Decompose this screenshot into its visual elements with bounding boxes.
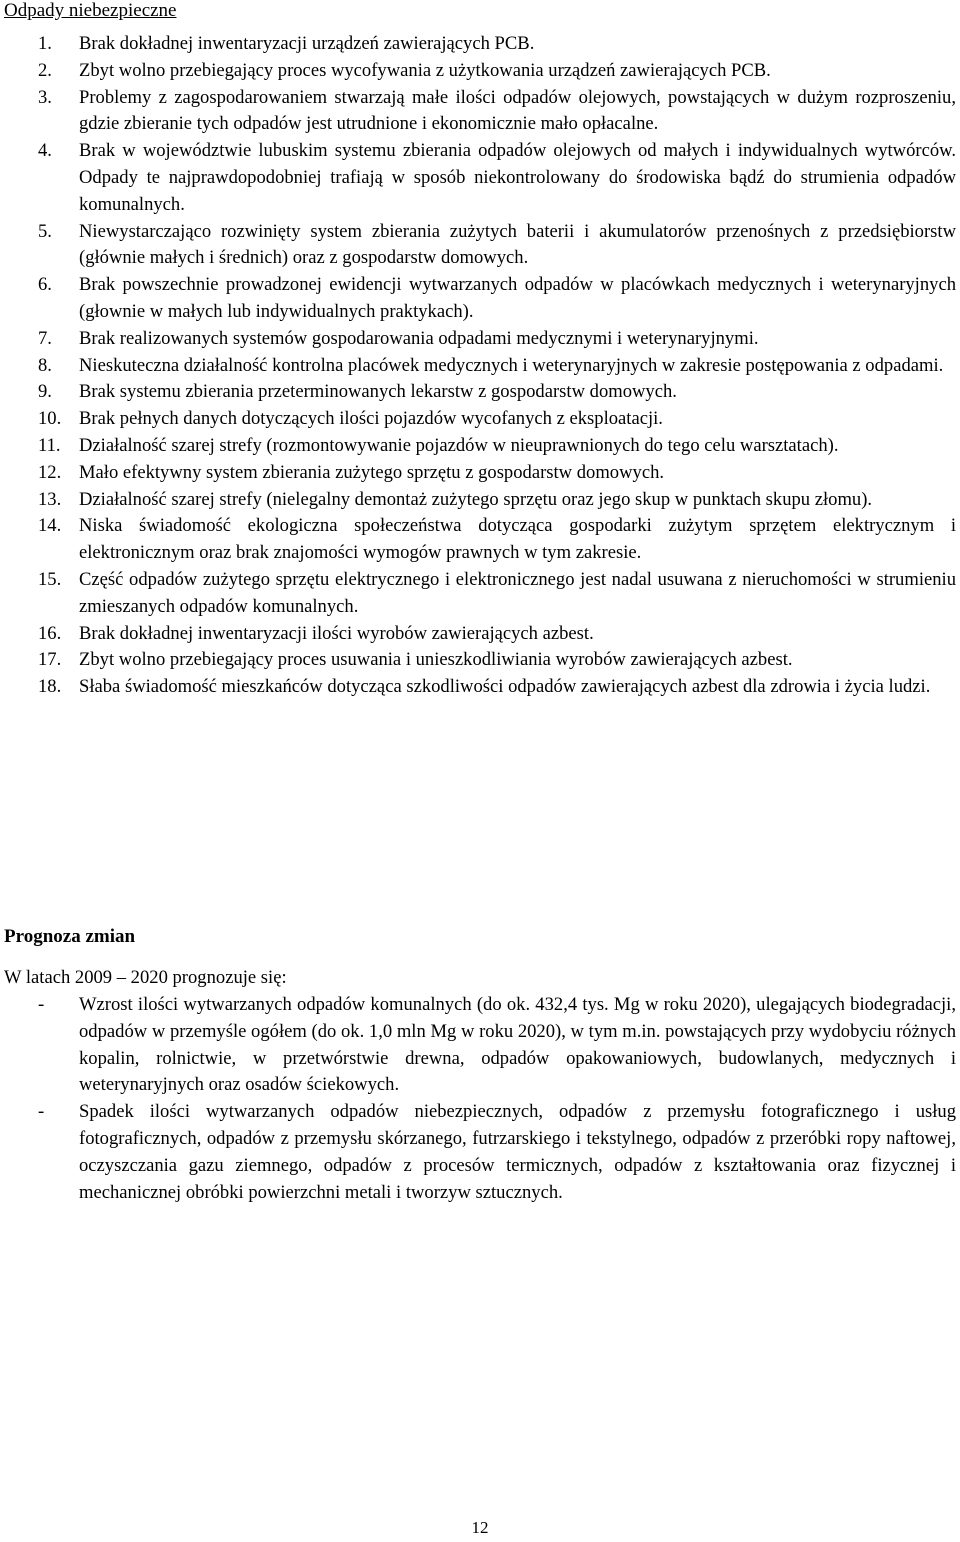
item-number: 5.	[38, 220, 52, 242]
page-number: 12	[471, 1518, 489, 1537]
item-text: Nieskuteczna działalność kontrolna placówek medycznych i weterynaryjnych w zakresie postępowania z odpadami.	[79, 354, 944, 376]
list-item	[0, 621, 956, 648]
item-text: Brak dokładnej inwentaryzacji urządzeń zawierających PCB.	[79, 33, 535, 54]
list-item	[0, 326, 956, 353]
item-number: 18.	[38, 676, 62, 698]
item-text: Spadek ilości wytwarzanych odpadów niebezpiecznych, odpadów z przemysłu fotograficznego i usług fotograficznych, odpadów z przemysłu skórzanego, futrzarskiego i tekstylnego, odpadów z przeróbki ropy naftowej, oczyszczania gazu ziemnego, odpadów z procesów termicznych, odpadów z kształtowania oraz fizycznej i mechanicznej obróbki powierzchni metali i tworzyw sztucznych.	[79, 1101, 956, 1203]
forecast-list	[0, 992, 956, 1206]
item-text: Część odpadów zużytego sprzętu elektrycznego i elektronicznego jest nadal usuwana z nieruchomości w strumieniu zmieszanych odpadów komunalnych.	[79, 568, 956, 617]
item-text: Słaba świadomość mieszkańców dotycząca szkodliwości odpadów zawierających azbest dla zdrowia i życia ludzi.	[79, 676, 931, 698]
item-text: Mało efektywny system zbierania zużytego sprzętu z gospodarstw domowych.	[79, 461, 665, 483]
item-number: 12.	[38, 461, 62, 483]
list-item	[0, 433, 956, 460]
item-text: Niska świadomość ekologiczna społeczeństwa dotycząca gospodarki zużytym sprzętem elektrycznym i elektronicznym oraz brak znajomości wymogów prawnych w tym zakresie.	[79, 515, 956, 564]
hazardous-waste-list	[0, 31, 956, 701]
item-number: 11.	[38, 434, 61, 456]
item-text: Brak dokładnej inwentaryzacji ilości wyrobów zawierających azbest.	[79, 622, 594, 644]
list-item	[0, 567, 956, 621]
item-number: 2.	[38, 59, 52, 81]
list-item	[0, 647, 956, 674]
item-text: Zbyt wolno przebiegający proces wycofywania z użytkowania urządzeń zawierających PCB.	[79, 59, 771, 81]
item-number: 3.	[38, 86, 52, 108]
list-item	[0, 406, 956, 433]
item-text: Brak powszechnie prowadzonej ewidencji wytwarzanych odpadów w placówkach medycznych i weterynaryjnych (głownie w małych lub indywidualnych praktykach).	[79, 274, 956, 322]
item-text: Działalność szarej strefy (rozmontowywanie pojazdów w nieuprawnionych do tego celu warsztatach).	[79, 434, 839, 456]
item-number: 14.	[38, 515, 62, 537]
bullet-dash: -	[38, 1101, 45, 1123]
list-item	[0, 272, 956, 326]
item-number: 7.	[38, 327, 52, 349]
list-item	[0, 219, 956, 273]
item-text: Brak pełnych danych dotyczących ilości pojazdów wycofanych z eksploatacji.	[79, 408, 663, 430]
list-item	[0, 513, 956, 567]
list-item	[0, 31, 956, 58]
list-item	[0, 379, 956, 406]
list-item	[0, 1099, 956, 1206]
item-number: 4.	[38, 140, 52, 162]
list-item	[0, 138, 956, 218]
item-number: 13.	[38, 488, 62, 510]
list-item	[0, 85, 956, 139]
item-text: Brak systemu zbierania przeterminowanych lekarstw z gospodarstw domowych.	[79, 381, 677, 403]
bullet-dash: -	[38, 994, 45, 1015]
list-item	[0, 674, 956, 701]
list-item	[0, 353, 956, 380]
item-number: 1.	[38, 33, 52, 54]
item-text: Działalność szarej strefy (nielegalny demontaż zużytego sprzętu oraz jego skup w punktach skupu złomu).	[79, 488, 873, 510]
item-number: 9.	[38, 381, 52, 403]
item-text: Zbyt wolno przebiegający proces usuwania i unieszkodliwiania wyrobów zawierających azbest.	[79, 649, 793, 671]
list-item	[0, 992, 956, 1099]
item-text: Brak realizowanych systemów gospodarowania odpadami medycznymi i weterynaryjnymi.	[79, 327, 759, 349]
item-number: 6.	[38, 274, 52, 296]
list-item	[0, 487, 956, 514]
item-number: 15.	[38, 568, 62, 590]
item-text: Problemy z zagospodarowaniem stwarzają małe ilości odpadów olejowych, powstających w dużym rozproszeniu, gdzie zbieranie tych odpadów jest utrudnione i ekonomicznie mało opłacalne.	[79, 86, 956, 135]
item-text: Brak w województwie lubuskim systemu zbierania odpadów olejowych od małych i indywidualnych wytwórców. Odpady te najprawdopodobniej trafiają w sposób niekontrolowany do środowiska bądź do strumienia odpadów komunalnych.	[79, 140, 956, 215]
item-number: 17.	[38, 649, 62, 671]
item-text: Niewystarczająco rozwinięty system zbierania zużytych baterii i akumulatorów przenośnych z przedsiębiorstw (głównie małych i średnich) oraz z gospodarstw domowych.	[79, 220, 956, 269]
forecast-intro: W latach 2009 – 2020 prognozuje się:	[4, 967, 287, 988]
item-number: 10.	[38, 408, 62, 430]
item-number: 16.	[38, 622, 62, 644]
list-item	[0, 58, 956, 85]
item-number: 8.	[38, 354, 52, 376]
list-item	[0, 460, 956, 487]
item-text: Wzrost ilości wytwarzanych odpadów komunalnych (do ok. 432,4 tys. Mg w roku 2020), ulegających biodegradacji, odpadów w przemyśle ogółem (do ok. 1,0 mln Mg w roku 2020), w tym m.in. powstających przy wydobyciu różnych kopalin, rolnictwie, w przetwórstwie drewna, odpadów opakowaniowych, budowlanych, medycznych i weterynaryjnych oraz osadów ściekowych.	[79, 994, 956, 1096]
section-title-hazardous: Odpady niebezpieczne	[4, 0, 177, 21]
section-title-forecast: Prognoza zmian	[4, 926, 136, 947]
